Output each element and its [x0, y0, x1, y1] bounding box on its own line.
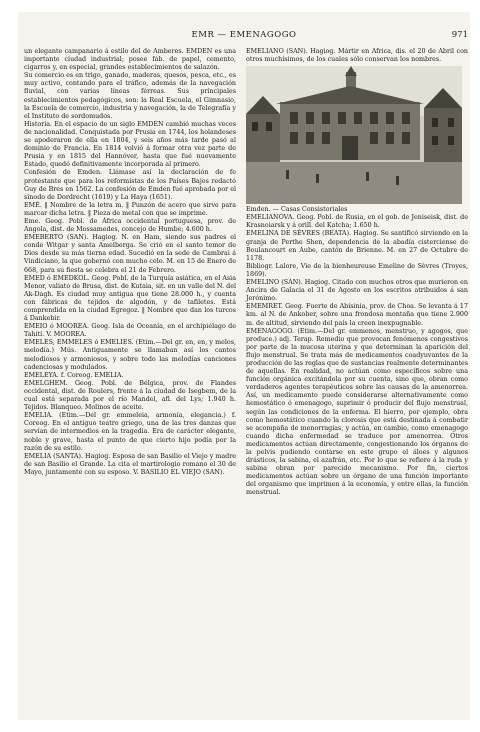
entry-paragraph: EMELINO (SAN). Hagiog. Citado con muchos otros que murieron en Ancira de Galacia el 31 de Agosto en los escritos atribuidos á san Jerónimo.	[246, 279, 468, 303]
entry-paragraph: Bibliogr. Lalore, Vie de la bienheureuse Emeline de Sèvres (Troyes, 1869).	[246, 262, 468, 278]
entry-paragraph: EMELIANO (SAN). Hagiog. Mártir en Africa, dis. el 20 de Abril con otros muchísimos, de los cuales sólo conservan los nombres.	[246, 48, 468, 64]
entry-paragraph: EMELES, EMMELES ó EMELIES. (Etim.—Del gr. en, en, y melos, melodía.) Mús. Antiguamente se llamaban así los cantos melodiosos y armoniosos, y sobre todo las melodías canciones cadenciosas y modulados.	[24, 339, 236, 371]
entry-paragraph: EMEBERTO (SAN). Hagiog. N. en Ham, siendo sus padres el conde Witgar y santa Amelberga. Se crió en el santo temor de Dios desde su más tierna edad. Sucedió en la sede de Cambrai á Vindiciano, la que gobernó con mucho celo. M. en 15 de Enero de 668, para su fiesta se celebra el 21 de Febrero.	[24, 234, 236, 274]
page-header	[18, 12, 470, 40]
building-illustration	[246, 66, 462, 204]
entry-paragraph: EMELGHEM. Geog. Pobl. de Bélgica, prov. de Flandes occidental, dist. de Roulers, frente á la ciudad de Isegbem, de la cual está separada por el río Mandel, afl. del Lys; 1.940 h. Tejidos. Blanqueo. Molinos de aceite.	[24, 379, 236, 412]
entry-paragraph: EMENAGOGO. (Etim.—Del gr. emmenos, menstruo, y agogos, que produce.) adj. Terap. Remedio que provocan fenómenos congestivos por parte de la mucosa uterina y que determinan la aparición del flujo menstrual. Se trata más de medicamentos coadyuvantes de la producción de las reglas que de sustancias realmente determinantes de aquellas. En realidad, no actúan como específicos sobre una función orgánica excitándola por su cuenta, sino que, obran como verdaderos agentes terapéuticos sobre las causas de la amenorrea. Así, un medicamento puede considerarse alternativamente como hemostático ó emenagogo, suprimir ó producir del flujo menstrual, según las condiciones de la enferma. El hierro, por ejemplo, obra como hemostático cuando la clorosis que está destinada á combatir se acompaña de menorragias, y actúa, en cambio, como emenagogo cuando dicha enfermedad se traduce por amenorrea. Otros medicamentos actúan directamente, congestionando los órganos de la pelvis pudiendo contarse en este grupo el áloes y algunos drásticos, la sabina, el azafrán, etc. Por lo que se refiere á la ruda y sabina obran por parecido mecanismo. Por fin, ciertos medicamentos actúan sobre un órgano de una función importante del organismo que imprimen á la economía, y entre ellas, la función menstrual.	[246, 327, 468, 497]
entry-paragraph: Confesión de Emden. Llámase así la declaración de fe protestante que para los reformistas de los Países Bajos redactó Guy de Bres en 1562. La confesión de Emden fué aprobada por el sínodo de Dordrecht (1619) y La Haya (1651).	[24, 169, 236, 201]
entry-paragraph: EMEIO ó MOOREA. Geog. Isla de Oceanía, en el archipiélago de Tahití. V. MOOREA.	[24, 323, 236, 339]
entry-paragraph: EMELEYA. f. Coreog. EMELIA.	[24, 371, 124, 379]
book-page	[18, 12, 470, 720]
right-column	[246, 48, 468, 498]
entry-paragraph: EMELIANOVA. Geog. Pobl. de Rusia, en el gob. de Jeniseisk, dist. de Krasnoiarsk y á orill. del Katcha; 1.650 h.	[246, 214, 468, 230]
entry-paragraph: Eme. Geog. Pobl. de África occidental portuguesa, prov. de Angola, dist. de Mossamedes, concejo de Humbe; 4.600 h.	[24, 217, 236, 234]
left-column	[24, 48, 236, 477]
town-hall-engraving	[246, 66, 462, 204]
entry-paragraph: EMELINA DE SÉVRES (BEATA). Hagiog. Se santificó sirviendo en la granja de Perthe Shen, dependencia de la abadía cisterciense de Boulancourt en Aube, cantón de Brienne. M. en 27 de Octubre de 1178.	[246, 230, 468, 262]
entry-paragraph: EMED ó EMEDKOL. Geog. Pobl. de la Turquía asiática, en el Asia Menor, valiato de Brusa, dist. de Kutaia, sit. en un valle del N. del Ak-Dagh. Es ciudad muy antigua que tiene 28.000 h., y cuenta con fábricas de tejidos de algodón, y de tafiletes. Está comprendida en la ciudad Egregoz. ‖ Nombre que dan los turcos á Dankebir.	[24, 274, 236, 323]
image-caption: Emden. — Casas Consistoriales	[246, 206, 348, 214]
entry-paragraph: un elegante campanario á estilo del de Amberes. EMDEN es una importante ciudad industrial; posee fáb. de papel, cemento, cigarros y, en especial, grandes establecimientos de salazón.	[24, 48, 236, 72]
entry-paragraph: EMÉ. ‖ Nombre de la letra m. ‖ Punzón de acero que sirve para marcar dicha letra. ‖ Pieza de metal con que se imprime.	[24, 201, 236, 217]
page-number: 971	[451, 30, 468, 40]
entry-paragraph: EMEMRET. Geog. Fuerte de Abisinia, prov. de Choa. Se levanta á 17 km. al N. de Ankober, sobre una frondosa montaña que tiene 2.900 m. de altitud, sirviendo del país la creen inexpugnable.	[246, 303, 468, 327]
entry-paragraph: Historia. En el espacio de un siglo EMDEN cambió muchas veces de nacionalidad. Conquistada por Prusia en 1744, los holandeses se apoderaron de ella en 1804, y seis años más tarde pasó al dominio de Francia. En 1814 volvió á formar otra vez parte de Prusia y en 1815 del Hannóver, hasta que fué nuevamente Estado, quedó definitivamente incorporada al primero.	[24, 120, 236, 169]
running-head: EMR — EMENAGOGO	[191, 30, 297, 40]
entry-paragraph: Su comercio es en trigo, ganado, maderas, quesos, pesca, etc., es muy activo, contando para el tráfico, además de la navegación fluvial, con varias líneas férreas. Sus principales establecimientos pedagógicos, son: la Real Escuela, el Gimnasio, la Escuela de comercio, industria y navegación, la de Telegrafía y el Instituto de sordomudos.	[24, 72, 236, 120]
entry-paragraph: EMELIA (SANTA). Hagiog. Esposa de san Basilio el Viejo y madre de san Basilio el Grande. La cita el martirologio romano el 30 de Mayo, juntamente con su esposo. V. BASILIO EL VIEJO (SAN).	[24, 452, 236, 476]
entry-paragraph: EMELIA. (Etim.—Del gr. emmeleia, armonía, elegancia.) f. Coreog. En el antiguo teatro griego, una de las tres danzas que servían de intermedios en la tragedia. Era de carácter elegante, noble y grave, hasta el punto de que cierto hijo podía por la razón de su estilo.	[24, 412, 236, 452]
